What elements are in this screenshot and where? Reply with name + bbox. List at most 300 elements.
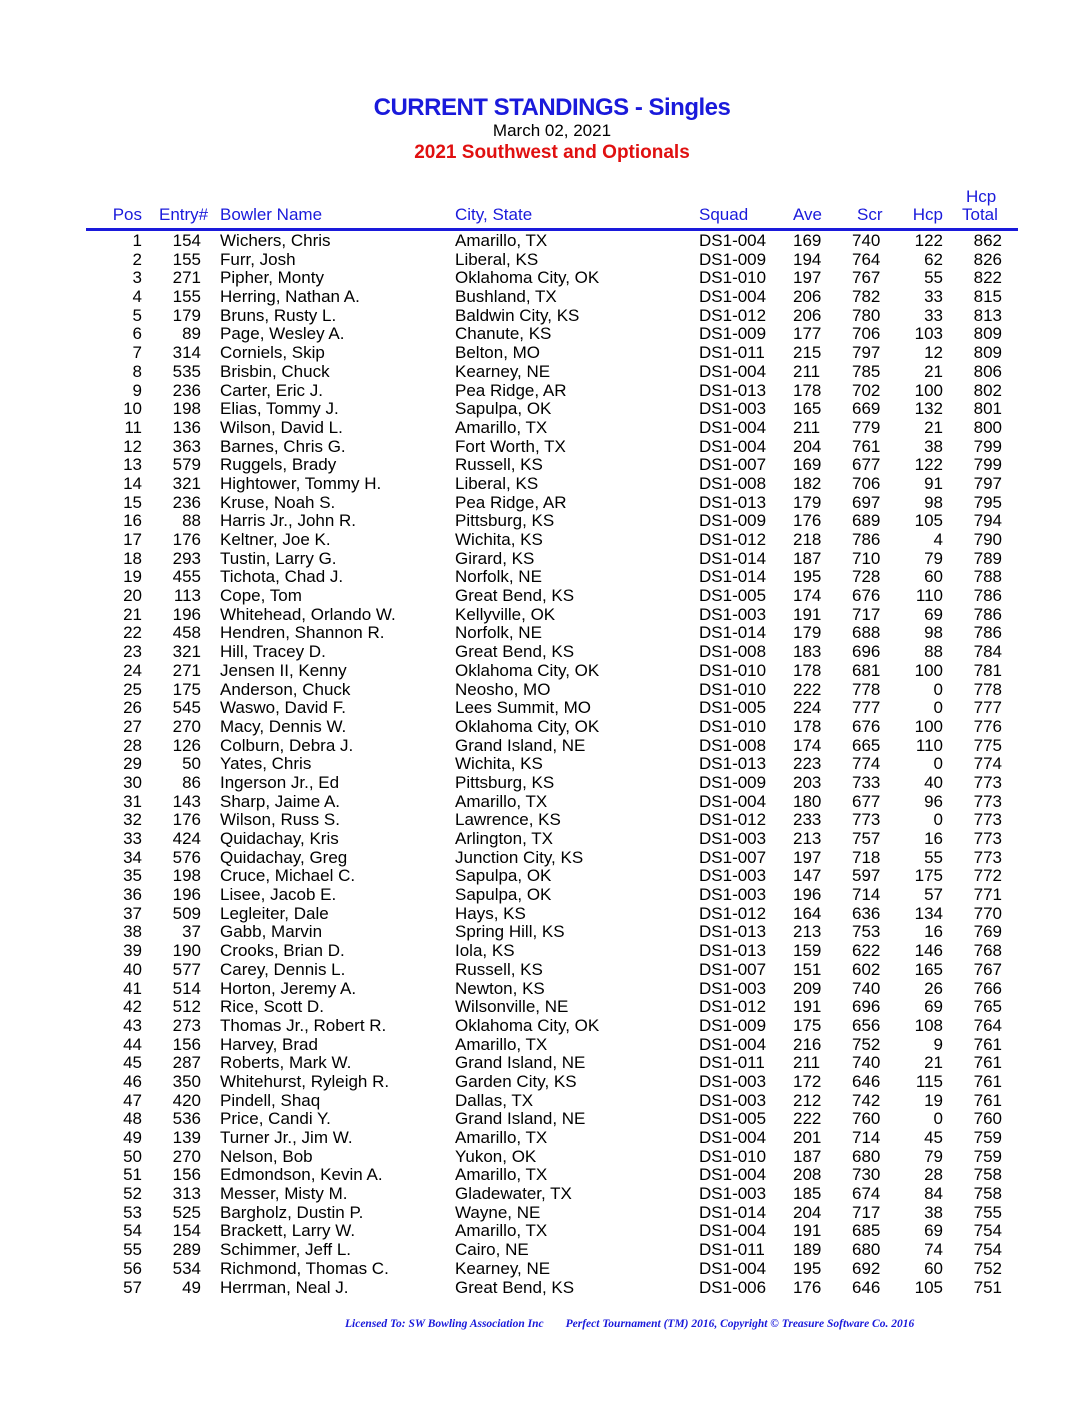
score-cell: 697 bbox=[852, 492, 881, 512]
table-row bbox=[0, 681, 1088, 700]
score-cell: 786 bbox=[852, 530, 881, 549]
entry-cell: 179 bbox=[172, 305, 201, 325]
pos-cell: 19 bbox=[123, 567, 142, 587]
score-cell: 656 bbox=[852, 1015, 881, 1035]
table-row bbox=[0, 363, 1088, 382]
pos-cell: 46 bbox=[123, 1071, 142, 1091]
score-cell: 778 bbox=[852, 679, 881, 699]
entry-cell: 270 bbox=[172, 1146, 201, 1166]
entry-cell: 509 bbox=[172, 903, 201, 923]
average-cell: 204 bbox=[793, 436, 822, 456]
table-row bbox=[0, 942, 1088, 961]
average-cell: 212 bbox=[793, 1090, 822, 1110]
col-header-squad: Squad bbox=[699, 205, 749, 224]
bowler-name-cell: Bargholz, Dustin P. bbox=[220, 1202, 364, 1222]
score-cell: 669 bbox=[852, 399, 881, 419]
squad-cell: DS1-003 bbox=[699, 604, 767, 624]
average-cell: 187 bbox=[793, 548, 822, 568]
city-state-cell: Kearney, NE bbox=[455, 361, 551, 381]
pos-cell: 43 bbox=[123, 1015, 142, 1035]
entry-cell: 271 bbox=[172, 660, 201, 680]
handicap-total-cell: 784 bbox=[973, 642, 1002, 662]
average-cell: 176 bbox=[793, 1277, 822, 1297]
score-cell: 622 bbox=[852, 941, 881, 961]
bowler-name-cell: Crooks, Brian D. bbox=[220, 941, 345, 961]
score-cell: 688 bbox=[852, 623, 881, 643]
city-state-cell: Arlington, TX bbox=[455, 829, 553, 848]
city-state-cell: Amarillo, TX bbox=[455, 1128, 548, 1147]
pos-cell: 17 bbox=[123, 530, 142, 549]
city-state-cell: Yukon, OK bbox=[455, 1146, 537, 1166]
score-cell: 677 bbox=[852, 455, 881, 475]
entry-cell: 198 bbox=[172, 399, 201, 419]
bowler-name-cell: Edmondson, Kevin A. bbox=[220, 1165, 383, 1185]
city-state-cell: Amarillo, TX bbox=[455, 231, 548, 250]
table-row bbox=[0, 494, 1088, 513]
city-state-cell: Chanute, KS bbox=[455, 324, 552, 344]
pos-cell: 29 bbox=[123, 754, 142, 774]
score-cell: 674 bbox=[852, 1184, 881, 1204]
city-state-cell: Norfolk, NE bbox=[455, 567, 542, 587]
handicap-total-cell: 788 bbox=[973, 567, 1002, 587]
average-cell: 209 bbox=[793, 978, 822, 998]
average-cell: 175 bbox=[793, 1015, 822, 1035]
bowler-name-cell: Corniels, Skip bbox=[220, 343, 325, 363]
score-cell: 706 bbox=[852, 324, 881, 344]
average-cell: 213 bbox=[793, 922, 822, 942]
pos-cell: 48 bbox=[123, 1109, 142, 1129]
score-cell: 646 bbox=[852, 1277, 881, 1297]
bowler-name-cell: Wichers, Chris bbox=[220, 231, 331, 250]
squad-cell: DS1-013 bbox=[699, 941, 767, 961]
city-state-cell: Cairo, NE bbox=[455, 1240, 529, 1260]
handicap-total-cell: 758 bbox=[973, 1184, 1002, 1204]
squad-cell: DS1-008 bbox=[699, 473, 767, 493]
city-state-cell: Pittsburg, KS bbox=[455, 511, 555, 531]
pos-cell: 34 bbox=[123, 847, 142, 867]
city-state-cell: Pea Ridge, AR bbox=[455, 380, 567, 400]
bowler-name-cell: Nelson, Bob bbox=[220, 1146, 313, 1166]
handicap-cell: 38 bbox=[924, 436, 943, 456]
score-cell: 646 bbox=[852, 1071, 881, 1091]
table-row bbox=[0, 269, 1088, 288]
pos-cell: 28 bbox=[123, 735, 142, 755]
average-cell: 191 bbox=[793, 604, 822, 624]
pos-cell: 2 bbox=[132, 249, 142, 269]
pos-cell: 25 bbox=[123, 679, 142, 699]
average-cell: 195 bbox=[793, 567, 822, 587]
bowler-name-cell: Tustin, Larry G. bbox=[220, 548, 337, 568]
handicap-total-cell: 764 bbox=[973, 1015, 1002, 1035]
pos-cell: 38 bbox=[123, 922, 142, 942]
table-row bbox=[0, 550, 1088, 569]
bowler-name-cell: Anderson, Chuck bbox=[220, 679, 351, 699]
city-state-cell: Liberal, KS bbox=[455, 249, 539, 269]
handicap-cell: 57 bbox=[924, 885, 943, 905]
handicap-total-cell: 799 bbox=[973, 455, 1002, 475]
pos-cell: 14 bbox=[123, 473, 142, 493]
pos-cell: 35 bbox=[123, 866, 142, 886]
handicap-total-cell: 772 bbox=[973, 866, 1002, 886]
average-cell: 151 bbox=[793, 959, 822, 979]
handicap-cell: 69 bbox=[924, 1221, 943, 1241]
handicap-cell: 84 bbox=[924, 1184, 943, 1204]
entry-cell: 88 bbox=[182, 511, 201, 531]
handicap-total-cell: 761 bbox=[973, 1034, 1002, 1054]
entry-cell: 236 bbox=[172, 492, 201, 512]
handicap-total-cell: 770 bbox=[973, 903, 1002, 923]
handicap-cell: 165 bbox=[914, 959, 943, 979]
bowler-name-cell: Brackett, Larry W. bbox=[220, 1221, 356, 1241]
pos-cell: 13 bbox=[123, 455, 142, 475]
entry-cell: 156 bbox=[172, 1034, 201, 1054]
table-row bbox=[0, 1054, 1088, 1073]
bowler-name-cell: Carter, Eric J. bbox=[220, 380, 323, 400]
bowler-name-cell: Waswo, David F. bbox=[220, 698, 346, 718]
score-cell: 780 bbox=[852, 305, 881, 325]
city-state-cell: Amarillo, TX bbox=[455, 1165, 548, 1185]
table-row bbox=[0, 606, 1088, 625]
pos-cell: 22 bbox=[123, 623, 142, 643]
score-cell: 714 bbox=[852, 885, 881, 905]
handicap-total-cell: 767 bbox=[973, 959, 1002, 979]
handicap-total-cell: 797 bbox=[973, 473, 1002, 493]
average-cell: 169 bbox=[793, 455, 822, 475]
handicap-cell: 4 bbox=[933, 530, 943, 549]
handicap-cell: 0 bbox=[933, 810, 943, 830]
city-state-cell: Great Bend, KS bbox=[455, 642, 575, 662]
table-row bbox=[0, 344, 1088, 363]
handicap-cell: 110 bbox=[915, 735, 943, 755]
pos-cell: 42 bbox=[123, 997, 142, 1017]
table-row bbox=[0, 232, 1088, 251]
score-cell: 696 bbox=[852, 642, 881, 662]
handicap-total-cell: 802 bbox=[973, 380, 1002, 400]
city-state-cell: Junction City, KS bbox=[455, 847, 584, 867]
pos-cell: 57 bbox=[123, 1277, 142, 1297]
event-name: 2021 Southwest and Optionals bbox=[414, 142, 690, 163]
table-row bbox=[0, 624, 1088, 643]
score-cell: 681 bbox=[852, 660, 881, 680]
bowler-name-cell: Horton, Jeremy A. bbox=[220, 978, 357, 998]
city-state-cell: Pittsburg, KS bbox=[455, 772, 555, 792]
bowler-name-cell: Whitehead, Orlando W. bbox=[220, 604, 396, 624]
entry-cell: 176 bbox=[172, 530, 201, 549]
handicap-cell: 74 bbox=[924, 1240, 943, 1260]
squad-cell: DS1-004 bbox=[699, 417, 767, 437]
handicap-total-cell: 765 bbox=[973, 997, 1002, 1017]
average-cell: 191 bbox=[793, 1221, 822, 1241]
city-state-cell: Pea Ridge, AR bbox=[455, 492, 567, 512]
squad-cell: DS1-004 bbox=[699, 436, 767, 456]
handicap-total-cell: 773 bbox=[973, 791, 1002, 811]
table-row bbox=[0, 961, 1088, 980]
bowler-name-cell: Macy, Dennis W. bbox=[220, 716, 347, 736]
handicap-total-cell: 752 bbox=[973, 1258, 1002, 1278]
entry-cell: 139 bbox=[172, 1128, 201, 1147]
entry-cell: 196 bbox=[172, 885, 201, 905]
handicap-cell: 100 bbox=[914, 660, 943, 680]
average-cell: 194 bbox=[793, 249, 822, 269]
squad-cell: DS1-009 bbox=[699, 324, 767, 344]
bowler-name-cell: Lisee, Jacob E. bbox=[220, 885, 337, 905]
bowler-name-cell: Harvey, Brad bbox=[220, 1034, 318, 1054]
score-cell: 740 bbox=[852, 1053, 881, 1073]
city-state-cell: Norfolk, NE bbox=[455, 623, 542, 643]
city-state-cell: Belton, MO bbox=[455, 343, 541, 363]
squad-cell: DS1-004 bbox=[699, 1165, 767, 1185]
city-state-cell: Amarillo, TX bbox=[455, 1034, 548, 1054]
average-cell: 182 bbox=[793, 473, 822, 493]
table-row bbox=[0, 1073, 1088, 1092]
squad-cell: DS1-003 bbox=[699, 399, 767, 419]
entry-cell: 176 bbox=[172, 810, 201, 830]
handicap-cell: 33 bbox=[924, 287, 943, 307]
average-cell: 206 bbox=[793, 287, 822, 307]
table-row bbox=[0, 1241, 1088, 1260]
city-state-cell: Wilsonville, NE bbox=[455, 997, 569, 1017]
handicap-total-cell: 790 bbox=[973, 530, 1002, 549]
entry-cell: 86 bbox=[182, 772, 201, 792]
table-row bbox=[0, 849, 1088, 868]
bowler-name-cell: Barnes, Chris G. bbox=[220, 436, 346, 456]
handicap-cell: 38 bbox=[924, 1202, 943, 1222]
city-state-cell: Liberal, KS bbox=[455, 473, 539, 493]
col-header-pos: Pos bbox=[112, 205, 142, 224]
handicap-total-cell: 776 bbox=[973, 716, 1002, 736]
pos-cell: 9 bbox=[132, 380, 142, 400]
score-cell: 706 bbox=[852, 473, 881, 493]
bowler-name-cell: Wilson, Russ S. bbox=[220, 810, 340, 830]
pos-cell: 44 bbox=[123, 1034, 142, 1054]
squad-cell: DS1-014 bbox=[699, 623, 767, 643]
pos-cell: 49 bbox=[123, 1128, 142, 1147]
score-cell: 602 bbox=[852, 959, 881, 979]
standings-table bbox=[0, 232, 1088, 1297]
score-cell: 702 bbox=[852, 380, 881, 400]
bowler-name-cell: Richmond, Thomas C. bbox=[220, 1258, 389, 1278]
handicap-cell: 60 bbox=[924, 567, 943, 587]
entry-cell: 196 bbox=[172, 604, 201, 624]
city-state-cell: Wayne, NE bbox=[455, 1202, 541, 1222]
bowler-name-cell: Hightower, Tommy H. bbox=[220, 473, 382, 493]
city-state-cell: Garden City, KS bbox=[455, 1071, 577, 1091]
col-header-ave: Ave bbox=[793, 205, 822, 224]
handicap-cell: 88 bbox=[924, 642, 943, 662]
pos-cell: 24 bbox=[123, 660, 142, 680]
table-row bbox=[0, 1185, 1088, 1204]
handicap-cell: 21 bbox=[924, 417, 943, 437]
city-state-cell: Newton, KS bbox=[455, 978, 545, 998]
handicap-cell: 98 bbox=[924, 623, 943, 643]
table-row bbox=[0, 325, 1088, 344]
entry-cell: 113 bbox=[173, 586, 201, 606]
average-cell: 211 bbox=[793, 1053, 821, 1073]
average-cell: 189 bbox=[793, 1240, 822, 1260]
score-cell: 692 bbox=[852, 1258, 881, 1278]
squad-cell: DS1-008 bbox=[699, 735, 767, 755]
score-cell: 710 bbox=[852, 548, 881, 568]
table-row bbox=[0, 1148, 1088, 1167]
city-state-cell: Lees Summit, MO bbox=[455, 698, 592, 718]
bowler-name-cell: Sharp, Jaime A. bbox=[220, 791, 341, 811]
col-header-name: Bowler Name bbox=[220, 205, 323, 224]
squad-cell: DS1-012 bbox=[699, 997, 767, 1017]
entry-cell: 420 bbox=[172, 1090, 201, 1110]
city-state-cell: Oklahoma City, OK bbox=[455, 268, 600, 288]
entry-cell: 155 bbox=[172, 287, 201, 307]
handicap-cell: 69 bbox=[924, 997, 943, 1017]
handicap-cell: 105 bbox=[914, 1277, 943, 1297]
handicap-cell: 40 bbox=[924, 772, 943, 792]
handicap-total-cell: 786 bbox=[973, 586, 1002, 606]
table-row bbox=[0, 699, 1088, 718]
average-cell: 191 bbox=[793, 997, 822, 1017]
handicap-total-cell: 761 bbox=[973, 1071, 1002, 1091]
average-cell: 169 bbox=[793, 231, 822, 250]
handicap-cell: 132 bbox=[914, 399, 943, 419]
score-cell: 760 bbox=[852, 1109, 881, 1129]
bowler-name-cell: Carey, Dennis L. bbox=[220, 959, 346, 979]
report-date: March 02, 2021 bbox=[492, 121, 612, 140]
city-state-cell: Sapulpa, OK bbox=[455, 399, 552, 419]
average-cell: 172 bbox=[793, 1071, 822, 1091]
handicap-total-cell: 775 bbox=[973, 735, 1002, 755]
squad-cell: DS1-009 bbox=[699, 249, 767, 269]
col-header-total: Total bbox=[962, 205, 998, 224]
city-state-cell: Hays, KS bbox=[455, 903, 526, 923]
score-cell: 753 bbox=[852, 922, 881, 942]
score-cell: 782 bbox=[852, 287, 881, 307]
bowler-name-cell: Roberts, Mark W. bbox=[220, 1053, 352, 1073]
squad-cell: DS1-003 bbox=[699, 1090, 767, 1110]
table-row bbox=[0, 251, 1088, 270]
handicap-total-cell: 771 bbox=[973, 885, 1002, 905]
squad-cell: DS1-014 bbox=[699, 548, 767, 568]
handicap-cell: 55 bbox=[924, 268, 943, 288]
average-cell: 204 bbox=[793, 1202, 822, 1222]
entry-cell: 321 bbox=[172, 642, 201, 662]
entry-cell: 37 bbox=[182, 922, 201, 942]
average-cell: 178 bbox=[793, 380, 822, 400]
handicap-cell: 0 bbox=[933, 1109, 943, 1129]
entry-cell: 271 bbox=[172, 268, 201, 288]
city-state-cell: Spring Hill, KS bbox=[455, 922, 565, 942]
pos-cell: 30 bbox=[123, 772, 142, 792]
bowler-name-cell: Kruse, Noah S. bbox=[220, 492, 336, 512]
bowler-name-cell: Harris Jr., John R. bbox=[220, 511, 357, 531]
table-row bbox=[0, 998, 1088, 1017]
table-row bbox=[0, 512, 1088, 531]
entry-cell: 270 bbox=[172, 716, 201, 736]
handicap-cell: 122 bbox=[914, 231, 943, 250]
pos-cell: 5 bbox=[132, 305, 142, 325]
bowler-name-cell: Quidachay, Greg bbox=[220, 847, 348, 867]
average-cell: 180 bbox=[793, 791, 822, 811]
squad-cell: DS1-014 bbox=[699, 1202, 767, 1222]
pos-cell: 36 bbox=[123, 885, 142, 905]
entry-cell: 535 bbox=[172, 361, 201, 381]
entry-cell: 154 bbox=[172, 1221, 201, 1241]
table-row bbox=[0, 830, 1088, 849]
handicap-cell: 0 bbox=[933, 679, 943, 699]
average-cell: 183 bbox=[793, 642, 822, 662]
bowler-name-cell: Colburn, Debra J. bbox=[220, 735, 354, 755]
average-cell: 179 bbox=[793, 492, 822, 512]
bowler-name-cell: Whitehurst, Ryleigh R. bbox=[220, 1071, 390, 1091]
entry-cell: 514 bbox=[172, 978, 201, 998]
city-state-cell: Great Bend, KS bbox=[455, 586, 575, 606]
handicap-total-cell: 789 bbox=[973, 548, 1002, 568]
pos-cell: 37 bbox=[123, 903, 142, 923]
score-cell: 774 bbox=[852, 754, 881, 774]
handicap-cell: 33 bbox=[924, 305, 943, 325]
handicap-total-cell: 781 bbox=[973, 660, 1002, 680]
table-row bbox=[0, 1222, 1088, 1241]
entry-cell: 126 bbox=[172, 735, 201, 755]
handicap-cell: 9 bbox=[933, 1034, 943, 1054]
handicap-cell: 96 bbox=[924, 791, 943, 811]
bowler-name-cell: Price, Candi Y. bbox=[220, 1109, 331, 1129]
table-row bbox=[0, 568, 1088, 587]
pos-cell: 54 bbox=[123, 1221, 142, 1241]
handicap-total-cell: 773 bbox=[973, 810, 1002, 830]
table-row bbox=[0, 1110, 1088, 1129]
squad-cell: DS1-004 bbox=[699, 231, 767, 250]
handicap-cell: 0 bbox=[933, 754, 943, 774]
entry-cell: 534 bbox=[172, 1258, 201, 1278]
table-row bbox=[0, 587, 1088, 606]
table-row bbox=[0, 718, 1088, 737]
footer bbox=[345, 1318, 914, 1330]
handicap-total-cell: 815 bbox=[973, 287, 1002, 307]
pos-cell: 3 bbox=[132, 268, 142, 288]
squad-cell: DS1-012 bbox=[699, 530, 767, 549]
squad-cell: DS1-013 bbox=[699, 754, 767, 774]
handicap-cell: 60 bbox=[924, 1258, 943, 1278]
entry-cell: 545 bbox=[172, 698, 201, 718]
pos-cell: 27 bbox=[123, 716, 142, 736]
squad-cell: DS1-013 bbox=[699, 922, 767, 942]
squad-cell: DS1-013 bbox=[699, 492, 767, 512]
average-cell: 211 bbox=[793, 361, 821, 381]
squad-cell: DS1-004 bbox=[699, 287, 767, 307]
handicap-total-cell: 806 bbox=[973, 361, 1002, 381]
score-cell: 676 bbox=[852, 716, 881, 736]
average-cell: 174 bbox=[793, 735, 822, 755]
pos-cell: 51 bbox=[123, 1165, 142, 1185]
table-row bbox=[0, 923, 1088, 942]
city-state-cell: Wichita, KS bbox=[455, 530, 543, 549]
pos-cell: 32 bbox=[123, 810, 142, 830]
squad-cell: DS1-003 bbox=[699, 1184, 767, 1204]
squad-cell: DS1-004 bbox=[699, 1128, 767, 1147]
handicap-cell: 28 bbox=[924, 1165, 943, 1185]
handicap-cell: 69 bbox=[924, 604, 943, 624]
entry-cell: 198 bbox=[172, 866, 201, 886]
average-cell: 206 bbox=[793, 305, 822, 325]
entry-cell: 289 bbox=[172, 1240, 201, 1260]
pos-cell: 52 bbox=[123, 1184, 142, 1204]
score-cell: 728 bbox=[852, 567, 881, 587]
entry-cell: 455 bbox=[172, 567, 201, 587]
footer-copyright: Perfect Tournament (TM) 2016, Copyright © Treasure Software Co. 2016 bbox=[565, 1318, 915, 1330]
score-cell: 689 bbox=[852, 511, 881, 531]
squad-cell: DS1-011 bbox=[699, 1240, 765, 1260]
pos-cell: 1 bbox=[132, 231, 142, 250]
handicap-cell: 100 bbox=[914, 716, 943, 736]
city-state-cell: Amarillo, TX bbox=[455, 791, 548, 811]
